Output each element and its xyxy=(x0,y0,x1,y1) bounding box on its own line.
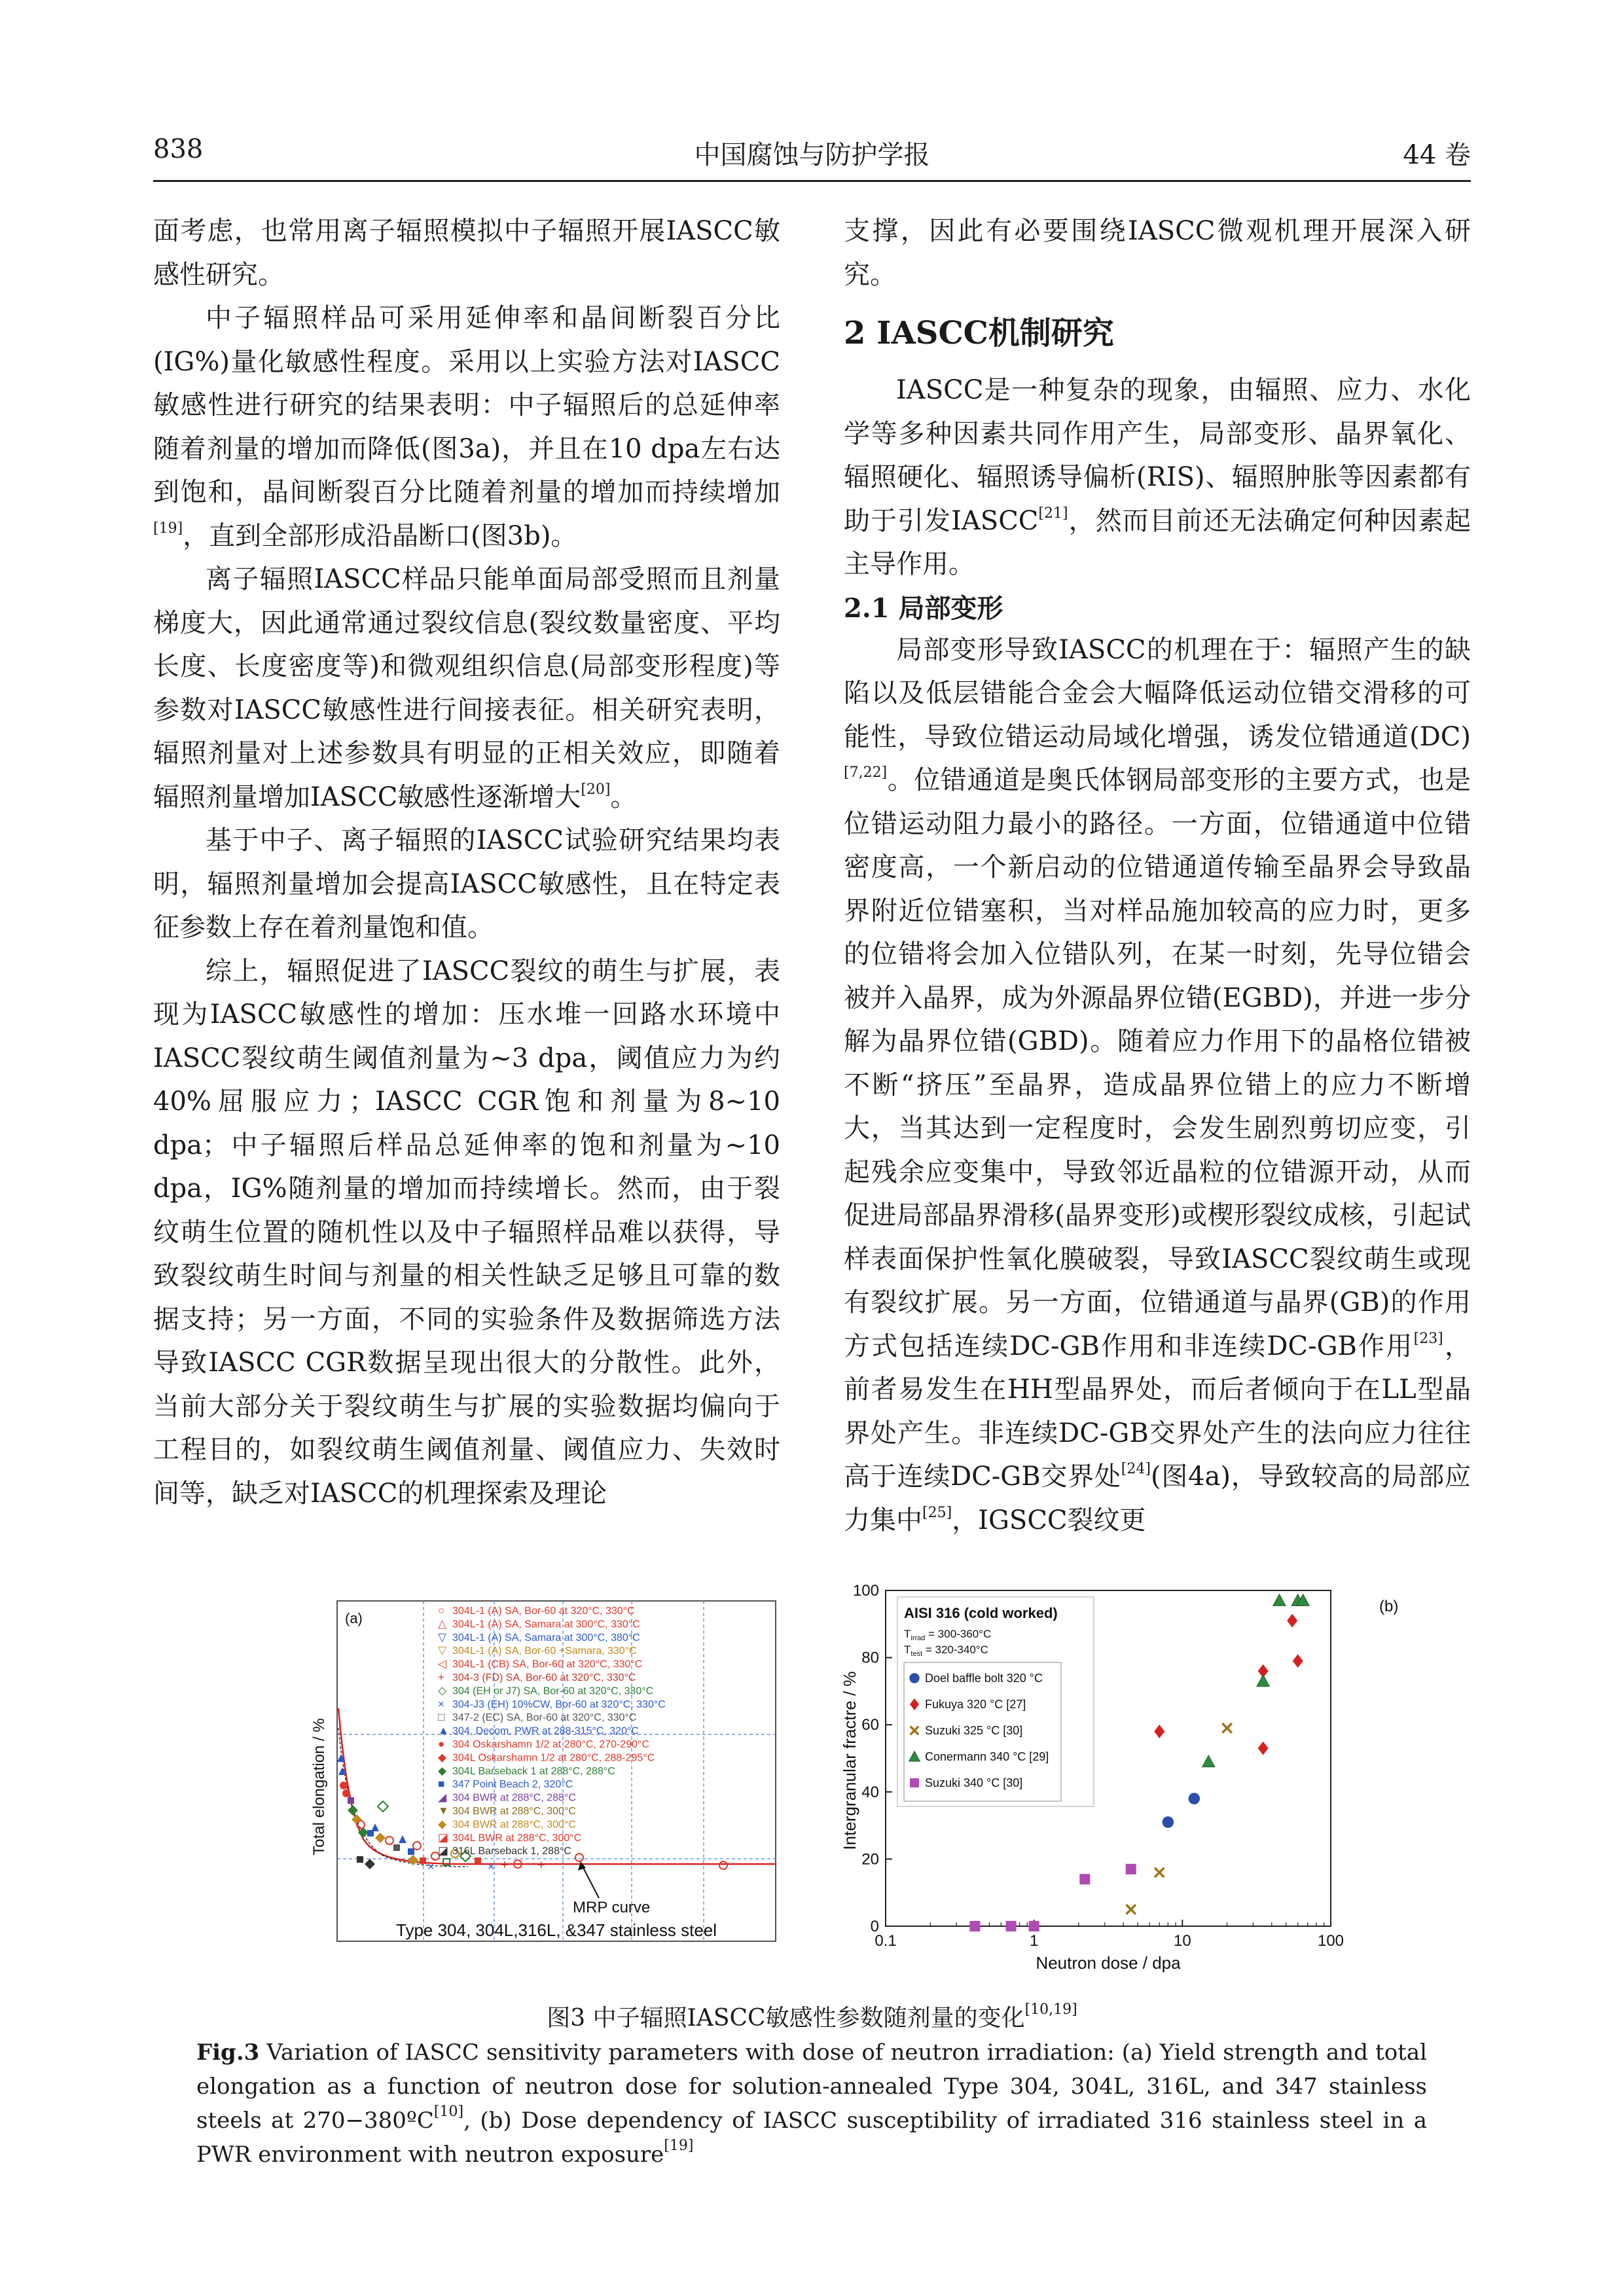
right-column xyxy=(844,209,1471,1542)
section-heading: 2 IASCC机制研究 xyxy=(844,315,1114,351)
citation: [21] xyxy=(1038,505,1068,522)
svg-text:×: × xyxy=(427,1860,435,1873)
legend-a-label: 304L Oskarshamn 1/2 at 280°C, 288-295°C xyxy=(452,1752,655,1764)
legend-a-symbol: △ xyxy=(438,1617,447,1630)
figure-caption-cn: 图3 中子辐照IASCC敏感性参数随剂量的变化[10,19] xyxy=(547,2001,1077,2032)
legend-a-symbol: □ xyxy=(438,1711,445,1724)
legend-a-label: 304L-1 (CB) SA, Bor-60 at 320°C, 330°C xyxy=(452,1659,643,1670)
svg-text:×: × xyxy=(488,1860,495,1873)
legend-a-label: 304 BWR at 288°C, 300°C xyxy=(452,1806,576,1817)
y-tick-label: 80 xyxy=(861,1649,879,1667)
legend-a-label: 304L Barseback 1 at 288°C, 288°C xyxy=(452,1765,615,1777)
legend-a-symbol: ● xyxy=(438,1738,445,1750)
figure-a-plot xyxy=(298,1597,782,1950)
figure-a-footer: Type 304, 304L,316L, &347 stainless steel xyxy=(396,1920,717,1940)
legend-a-label: 316L Barseback 1, 288°C xyxy=(452,1846,571,1857)
legend-a-symbol: × xyxy=(438,1697,444,1710)
citation: [10] xyxy=(433,2104,464,2120)
legend-a-symbol: ◇ xyxy=(438,1684,447,1697)
figure-b-ylabel: Intergranular fractre / % xyxy=(841,1671,859,1850)
legend-a-symbol: ◆ xyxy=(438,1818,447,1831)
citation: [10,19] xyxy=(1024,2001,1077,2018)
legend-marker xyxy=(909,1673,919,1683)
svg-text:+: + xyxy=(537,1858,545,1873)
legend-a-label: 304-3 (FD) SA, Bor-60 at 320°C, 330°C xyxy=(452,1672,636,1683)
citation: [7,22] xyxy=(844,764,888,781)
mrp-curve-label: MRP curve xyxy=(573,1899,651,1916)
legend-a-label: 304L-1 (A) SA, Bor-60 +Samara, 330°C xyxy=(452,1645,637,1657)
legend-a-label: 304 BWR at 288°C, 300°C xyxy=(452,1819,576,1831)
legend-a-symbol: ▽ xyxy=(438,1644,447,1657)
svg-text:+: + xyxy=(501,1858,509,1873)
data-point xyxy=(1079,1874,1090,1884)
legend-a-symbol: ▼ xyxy=(438,1804,449,1817)
legend-a-symbol: ◪ xyxy=(438,1831,449,1844)
y-tick-label: 60 xyxy=(861,1716,879,1734)
legend-a-symbol: ◪ xyxy=(438,1844,449,1857)
data-point xyxy=(1126,1864,1136,1874)
y-tick-label: 100 xyxy=(852,1582,879,1600)
figure-a xyxy=(298,1597,782,1950)
figure-a-panel-label: (a) xyxy=(345,1610,363,1626)
figure-b-inset-legend xyxy=(897,1597,1094,1806)
legend-a-label: 304 Oskarshamn 1/2 at 280°C, 270-290°C xyxy=(452,1739,649,1750)
legend-label: Conermann 340 °C [29] xyxy=(925,1750,1049,1763)
volume-label: 44 卷 xyxy=(1403,140,1471,170)
figure-b-xlabel: Neutron dose / dpa xyxy=(1036,1953,1181,1973)
x-tick-label: 10 xyxy=(1173,1932,1191,1950)
paragraph: 支撑，因此有必要围绕IASCC微观机理开展深入研究。 xyxy=(844,216,1471,290)
legend-a-symbol: ■ xyxy=(438,1778,445,1791)
data-point xyxy=(1006,1921,1017,1931)
legend-label: Suzuki 340 °C [30] xyxy=(925,1776,1023,1789)
data-point xyxy=(1188,1793,1200,1804)
x-tick-label: 100 xyxy=(1317,1932,1344,1950)
subsection-heading: 2.1 局部变形 xyxy=(844,592,1003,624)
legend-a-label: 304 (EH or J7) SA, Bor-60 at 320°C, 330°C xyxy=(452,1685,654,1697)
figure-label: Fig.3 xyxy=(196,2039,260,2066)
paragraph: IASCC是一种复杂的现象，由辐照、应力、水化学等多种因素共同作用产生，局部变形、晶界氧化、辐照硬化、辐照诱导偏析(RIS)、辐照肿胀等因素都有助于引发IASCC[21]，然而目前还无法确定何种因素起主导作用。 xyxy=(844,375,1471,579)
legend-a-symbol: ▽ xyxy=(438,1630,447,1643)
inset-title: AISI 316 (cold worked) xyxy=(904,1605,1058,1621)
legend-a-symbol: ◁ xyxy=(438,1657,447,1670)
figure-b xyxy=(841,1577,1483,1983)
paragraph: 局部变形导致IASCC的机理在于：辐照产生的缺陷以及低层错能合金会大幅降低运动位错交滑移的可能性，导致位错运动局域化增强，诱发位错通道(DC)[7,22]。位错通道是奥氏体钢局部变形的主要方式，也是位错运动阻力最小的路径。一方面，位错通道中位错密度高，一个新启动的位错通道传输至晶界会导致晶界附近位错塞积，当对样品施加较高的应力时，更多的位错将会加入位错队列，在某一时刻，先导位错会被并入晶界，成为外源晶界位错(EGBD)，并进一步分解为晶界位错(GBD)。随着应力作用下的晶格位错被不断“挤压”至晶界，造成晶界位错上的应力不断增大，当其达到一定程度时，会发生剧烈剪切应变，引起残余应变集中，导致邻近晶粒的位错源开动，从而促进局部晶界滑移(晶界变形)或楔形裂纹成核，引起试样表面保护性氧化膜破裂，导致IASCC裂纹萌生或现有裂纹扩展。另一方面，位错通道与晶界(GB)的作用方式包括连续DC-GB作用和非连续DC-GB作用[23]，前者易发生在HH型晶界处，而后者倾向于在LL型晶界处产生。非连续DC-GB交界处产生的法向应力往往高于连续DC-GB交界处[24](图4a)，导致较高的局部应力集中[25]，IGSCC裂纹更 xyxy=(844,634,1471,1535)
legend-a-label: 304L BWR at 288°C, 300°C xyxy=(452,1832,582,1844)
legend-a-symbol: ◆ xyxy=(438,1751,447,1764)
figure-caption-en: Fig.3 Variation of IASCC sensitivity parameters with dose of neutron irradiation: (a) Yield strength and total elongation as a function of neutron dose for solution-annealed Type 304, 304L, 316L, and 347 stainless steels at 270−380ºC[10], (b) Dose dependency of IASCC susceptibility of irradiated 316 stainless steel in a PWR environment with neutron exposure[19] xyxy=(196,2039,1427,2168)
inset-condition-2: $T_{test} = 320-340^\circ C$ xyxy=(904,1643,988,1658)
header-rule xyxy=(153,180,1471,182)
data-point xyxy=(969,1921,980,1931)
figure-b-chart xyxy=(841,1577,1483,1983)
inset-condition-1: $T_{irrad} = 300-360^\circ C$ xyxy=(904,1628,992,1642)
x-tick-label: 1 xyxy=(1029,1932,1039,1950)
y-tick-label: 0 xyxy=(870,1918,879,1935)
citation: [20] xyxy=(581,781,611,798)
paragraph: 基于中子、离子辐照的IASCC试验研究结果均表明，辐照剂量增加会提高IASCC敏感性，且在特定表征参数上存在着剂量饱和值。 xyxy=(153,825,780,942)
legend-a-symbol: ◆ xyxy=(438,1764,447,1777)
legend-a-label: 304, Decom. PWR at 288-315°C, 320°C xyxy=(452,1725,639,1737)
paragraph: 面考虑，也常用离子辐照模拟中子辐照开展IASCC敏感性研究。 xyxy=(153,216,780,290)
journal-title: 中国腐蚀与防护学报 xyxy=(694,140,930,170)
legend-a-label: 304L-1 (A) SA, Samara at 300°C, 380°C xyxy=(452,1632,640,1643)
citation: [19] xyxy=(153,520,183,537)
citation: [23] xyxy=(1413,1330,1443,1347)
legend-marker xyxy=(910,1778,919,1787)
citation: [24] xyxy=(1121,1461,1151,1477)
legend-label: Fukuya 320 °C [27] xyxy=(925,1698,1026,1711)
legend-a-label: 347 Point Beach 2, 320°C xyxy=(452,1779,573,1791)
data-point xyxy=(1029,1921,1039,1931)
legend-a-symbol: ◢ xyxy=(438,1791,447,1804)
citation: [19] xyxy=(664,2138,694,2154)
citation: [25] xyxy=(922,1504,952,1521)
legend-a-symbol: ▲ xyxy=(438,1724,449,1737)
legend-label: Suzuki 325 °C [30] xyxy=(925,1724,1023,1737)
data-point xyxy=(1163,1816,1174,1828)
legend-a-symbol: ○ xyxy=(438,1604,445,1617)
legend-a-label: 304L-1 (A) SA, Samara at 300°C, 330°C xyxy=(452,1619,640,1630)
legend-a-label: 347-2 (EC) SA, Bor-60 at 320°C, 330°C xyxy=(452,1712,637,1724)
figure-b-panel-label: (b) xyxy=(1379,1598,1399,1615)
legend-a-label: 304L-1 (A) SA, Bor-60 at 320°C, 330°C xyxy=(452,1605,635,1617)
figure-a-ylabel: Total elongation / % xyxy=(310,1718,328,1856)
left-column xyxy=(153,209,780,1515)
x-tick-label: 0.1 xyxy=(875,1932,897,1950)
paragraph: 综上，辐照促进了IASCC裂纹的萌生与扩展，表现为IASCC敏感性的增加：压水堆一回路水环境中IASCC裂纹萌生阈值剂量为~3 dpa，阈值应力为约40%屈服应力；IASCC CGR饱和剂量为8~10 dpa；中子辐照后样品总延伸率的饱和剂量为~10 dpa，IG%随剂量的增加而持续增长。然而，由于裂纹萌生位置的随机性以及中子辐照样品难以获得，导致裂纹萌生时间与剂量的相关性缺乏足够且可靠的数据支持；另一方面，不同的实验条件及数据筛选方法导致IASCC CGR数据呈现出很大的分散性。此外，当前大部分关于裂纹萌生与扩展的实验数据均偏向于工程目的，如裂纹萌生阈值剂量、阈值应力、失效时间等，缺乏对IASCC的机理探索及理论 xyxy=(153,956,780,1509)
paragraph: 离子辐照IASCC样品只能单面局部受照而且剂量梯度大，因此通常通过裂纹信息(裂纹数量密度、平均长度、长度密度等)和微观组织信息(局部变形程度)等参数对IASCC敏感性进行间接表征。相关研究表明，辐照剂量对上述参数具有明显的正相关效应，即随着辐照剂量增加IASCC敏感性逐渐增大[20]。 xyxy=(153,564,780,812)
y-tick-label: 40 xyxy=(861,1783,879,1801)
y-tick-label: 20 xyxy=(861,1850,879,1869)
legend-label: Doel baffle bolt 320 °C xyxy=(925,1672,1043,1685)
paragraph: 中子辐照样品可采用延伸率和晶间断裂百分比(IG%)量化敏感性程度。采用以上实验方法对IASCC敏感性进行研究的结果表明：中子辐照后的总延伸率随着剂量的增加而降低(图3a)，并且在10 dpa左右达到饱和，晶间断裂百分比随着剂量的增加而持续增加[19]，直到全部形成沿晶断口(图3b)。 xyxy=(153,303,780,551)
page-number: 838 xyxy=(153,134,204,164)
legend-a-label: 304-J3 (EH) 10%CW, Bor-60 at 320°C, 330°C xyxy=(452,1698,666,1710)
legend-a-symbol: + xyxy=(438,1671,444,1683)
legend-a-label: 304 BWR at 288°C, 288°C xyxy=(452,1792,576,1804)
